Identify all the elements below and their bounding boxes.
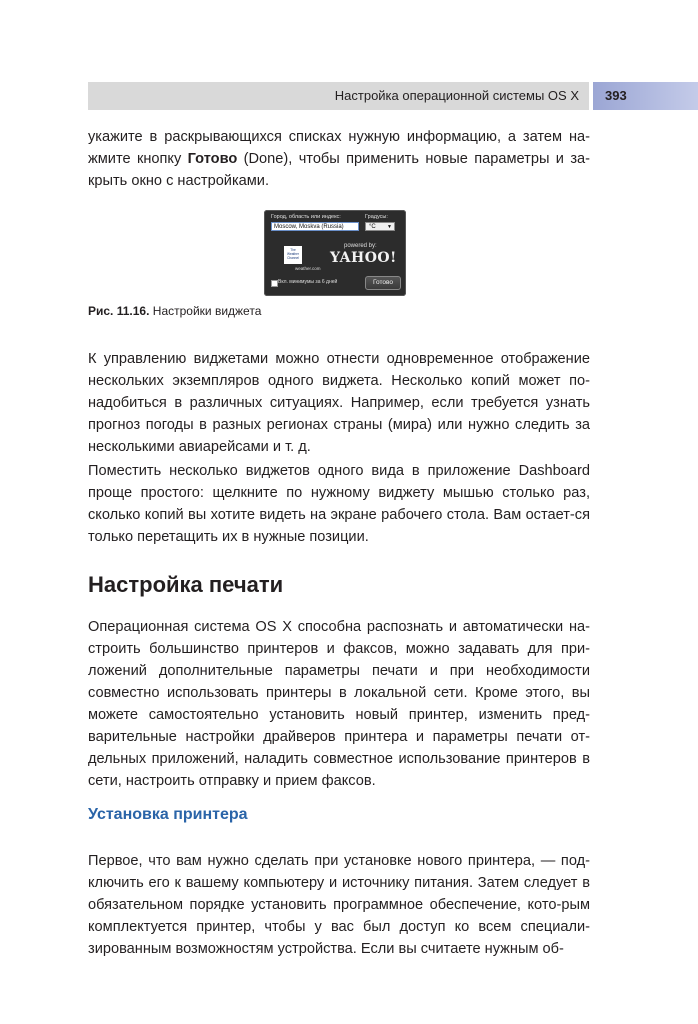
six-day-checkbox[interactable] [271,280,278,287]
figure-caption-text: Настройки виджета [149,304,262,318]
running-header [88,82,698,110]
figure-caption-label: Рис. 11.16. [88,304,150,318]
running-header-title: Настройка операционной системы OS X [88,82,589,110]
paragraph-print-setup: Операционная система OS X способна распознать и автоматически на-строить большинство принтеров и факсов, можно задавать для при-ложений дополнительные параметры печати и при необходимости совместно использовать принтеры в локальной сети. Кроме этого, вы можете самостоятельно установить новый принтер, изменить пред-варительные настройки драйверов принтера и параметры печати от-дельных приложений, наладить совместное использование принтеров в сети, настроить отправку и прием факсов. [88,619,590,789]
section-heading-print: Настройка печати [88,572,284,597]
paragraph-widgets-copies: К управлению виджетами можно отнести одновременное отображение нескольких экземпляров одного виджета. Несколько копий может по-надобиться в различных ситуациях. Например, если требуется узнать прогноз погоды в разных регионах страны (мира) или нужно следить за несколькими авиарейсами и т. д. [88,351,590,455]
intro-text-2: (Done), чтобы применить новые параметры и за-крыть окно с настройками. [88,151,590,189]
weather-site-label: weather.com [295,266,321,271]
done-button[interactable]: Готово [365,276,401,290]
unit-select[interactable] [365,222,395,231]
powered-by-label: powered by: [344,243,377,249]
paragraph-printer-install: Первое, что вам нужно сделать при установке нового принтера, — под-ключить его к вашему компьютеру и источнику питания. Затем следует в обязательном порядке установить программное обеспечение, кото-рым комплектуется принтер, чтобы у вас был доступ ко всем специали-зированным возможностям устройства. Если вы считаете нужным об- [88,853,590,957]
intro-text-1: укажите в раскрывающихся списках нужную информацию, а затем на-жмите кнопку [88,129,590,167]
city-input[interactable]: Moscow, Moskva (Russia) [271,222,359,231]
weather-widget-figure [264,210,406,296]
figure-caption [88,304,261,318]
paragraph-dashboard: Поместить несколько виджетов одного вида в приложение Dashboard проще простого: щелкните по нужному виджету мышью столько раз, сколько копий вы хотите видеть на экране рабочего стола. Вам остает-ся только перетащить их в нужные позиции. [88,463,590,545]
page-number: 393 [593,82,698,110]
weather-channel-logo: The Weather Channel [284,246,302,264]
unit-label: Градусы: [365,214,388,220]
intro-bold-done: Готово [187,151,238,167]
subsection-heading-printer-install: Установка принтера [88,806,248,823]
city-label: Город, область или индекс: [271,214,341,220]
unit-select-value: °C [369,224,376,230]
yahoo-logo: YAHOO! [330,250,397,266]
six-day-checkbox-label: Вкл. минимумы за 6 дней [278,279,338,285]
intro-paragraph [88,126,590,192]
chevron-down-icon: ▼ [387,224,392,230]
